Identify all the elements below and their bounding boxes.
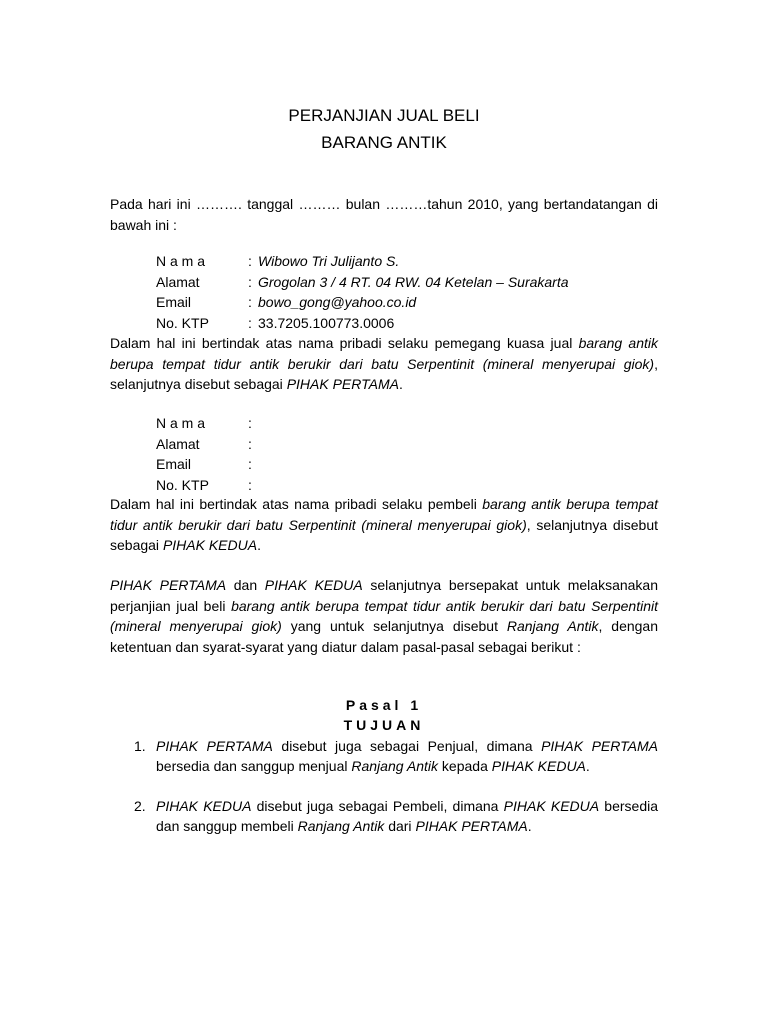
text-run: Dalam hal ini bertindak atas nama pribadi selaku pemegang kuasa jual	[110, 335, 579, 351]
text-run: dan	[226, 577, 265, 593]
separator: :	[248, 456, 252, 473]
name-label: N a m a	[156, 415, 206, 431]
email-label: Email	[156, 294, 192, 311]
text-run: selanjutnya bersepakat untuk melaksanakan perjanjian jual beli	[110, 577, 658, 614]
text-run: bersedia dan sanggup menjual	[156, 758, 352, 774]
text-run: disebut juga sebagai Pembeli, dimana	[251, 798, 504, 814]
document-title-line1: PERJANJIAN JUAL BELI	[288, 106, 480, 125]
text-run-italic: barang antik berupa tempat tidur antik berukir dari batu Serpentinit (mineral menyerupai giok)	[110, 597, 659, 634]
ktp-label: No. KTP	[156, 314, 209, 331]
party2-term: PIHAK KEDUA	[156, 798, 252, 814]
separator: :	[248, 294, 252, 311]
text-run: .	[257, 537, 261, 553]
address-label: Alamat	[156, 435, 200, 452]
separator: :	[248, 314, 252, 331]
party2-email-row	[156, 454, 676, 475]
party1-ktp-row	[156, 313, 676, 334]
separator: :	[248, 253, 252, 269]
party1-ktp-value: 33.7205.100773.0006	[258, 314, 395, 331]
party2-address-row	[156, 434, 676, 455]
party2-identity	[156, 413, 676, 495]
list-item-number: 2.	[134, 798, 146, 814]
separator: :	[248, 476, 252, 493]
object-term: Ranjang Antik	[297, 818, 385, 834]
email-label: Email	[156, 456, 192, 473]
article-list-item	[110, 796, 658, 836]
address-label: Alamat	[156, 273, 200, 290]
text-run-italic: barang antik berupa tempat tidur antik berukir dari batu Serpentinit (mineral menyerupai giok)	[110, 335, 658, 372]
text-run: kepada	[438, 758, 492, 774]
name-label: N a m a	[156, 253, 206, 269]
text-run: , dengan ketentuan dan syarat-syarat yang diatur dalam pasal-pasal sebagai berikut :	[110, 618, 659, 655]
article-number: Pasal 1	[345, 697, 423, 713]
separator: :	[248, 415, 252, 431]
party1-email-row	[156, 292, 676, 313]
text-run: yang untuk selanjutnya disebut	[281, 618, 507, 634]
party2-name-row	[156, 413, 676, 434]
party1-address-row	[156, 272, 676, 293]
party2-ktp-row	[156, 475, 676, 496]
article-heading: TUJUAN	[343, 717, 425, 733]
party1-term: PIHAK PERTAMA	[110, 577, 227, 593]
party1-term: PIHAK PERTAMA	[541, 738, 658, 754]
party1-address-value: Grogolan 3 / 4 RT. 04 RW. 04 Ketelan – Surakarta	[258, 273, 569, 290]
text-run: disebut juga sebagai Penjual, dimana	[272, 738, 542, 754]
object-term: Ranjang Antik	[351, 758, 439, 774]
text-run-italic: barang antik berupa tempat tidur antik berukir dari batu Serpentinit (mineral menyerupai giok)	[110, 496, 658, 533]
party1-email-value: bowo_gong@yahoo.co.id	[258, 294, 417, 311]
text-run: .	[585, 758, 590, 774]
text-run: .	[527, 818, 532, 834]
article-list-item	[110, 736, 658, 776]
party1-name-value: Wibowo Tri Julijanto S.	[258, 253, 400, 269]
separator: :	[248, 435, 252, 452]
text-run: Dalam hal ini bertindak atas nama pribadi selaku pembeli	[110, 496, 483, 512]
party1-identity	[156, 251, 676, 333]
party2-term: PIHAK KEDUA	[503, 798, 600, 814]
party1-term: PIHAK PERTAMA	[286, 376, 399, 392]
text-run: dari	[384, 818, 416, 834]
document-title-line2: BARANG ANTIK	[321, 133, 447, 152]
party1-term: PIHAK PERTAMA	[415, 818, 528, 834]
list-item-number: 1.	[134, 738, 146, 754]
party1-name-row	[156, 251, 676, 272]
party2-term: PIHAK KEDUA	[162, 537, 258, 553]
text-run: , selanjutnya disebut sebagai	[110, 355, 658, 392]
text-run: bersedia dan sanggup membeli	[156, 798, 659, 834]
party2-role-paragraph	[110, 494, 658, 556]
agreement-paragraph	[110, 575, 658, 657]
text-run: .	[398, 376, 403, 392]
party2-term: PIHAK KEDUA	[264, 577, 363, 593]
object-term: Ranjang Antik	[506, 618, 599, 634]
party1-role-paragraph	[110, 333, 658, 395]
list-item	[110, 736, 658, 776]
party1-term: PIHAK PERTAMA	[156, 738, 273, 754]
list-item	[110, 796, 658, 836]
ktp-label: No. KTP	[156, 476, 209, 493]
party2-term: PIHAK KEDUA	[491, 758, 586, 774]
text-run: , selanjutnya disebut sebagai	[110, 516, 658, 553]
opening-paragraph: Pada hari ini ………. tanggal ……… bulan ………tahun 2010, yang bertandatangan di bawah ini :	[110, 196, 658, 233]
separator: :	[248, 273, 252, 290]
